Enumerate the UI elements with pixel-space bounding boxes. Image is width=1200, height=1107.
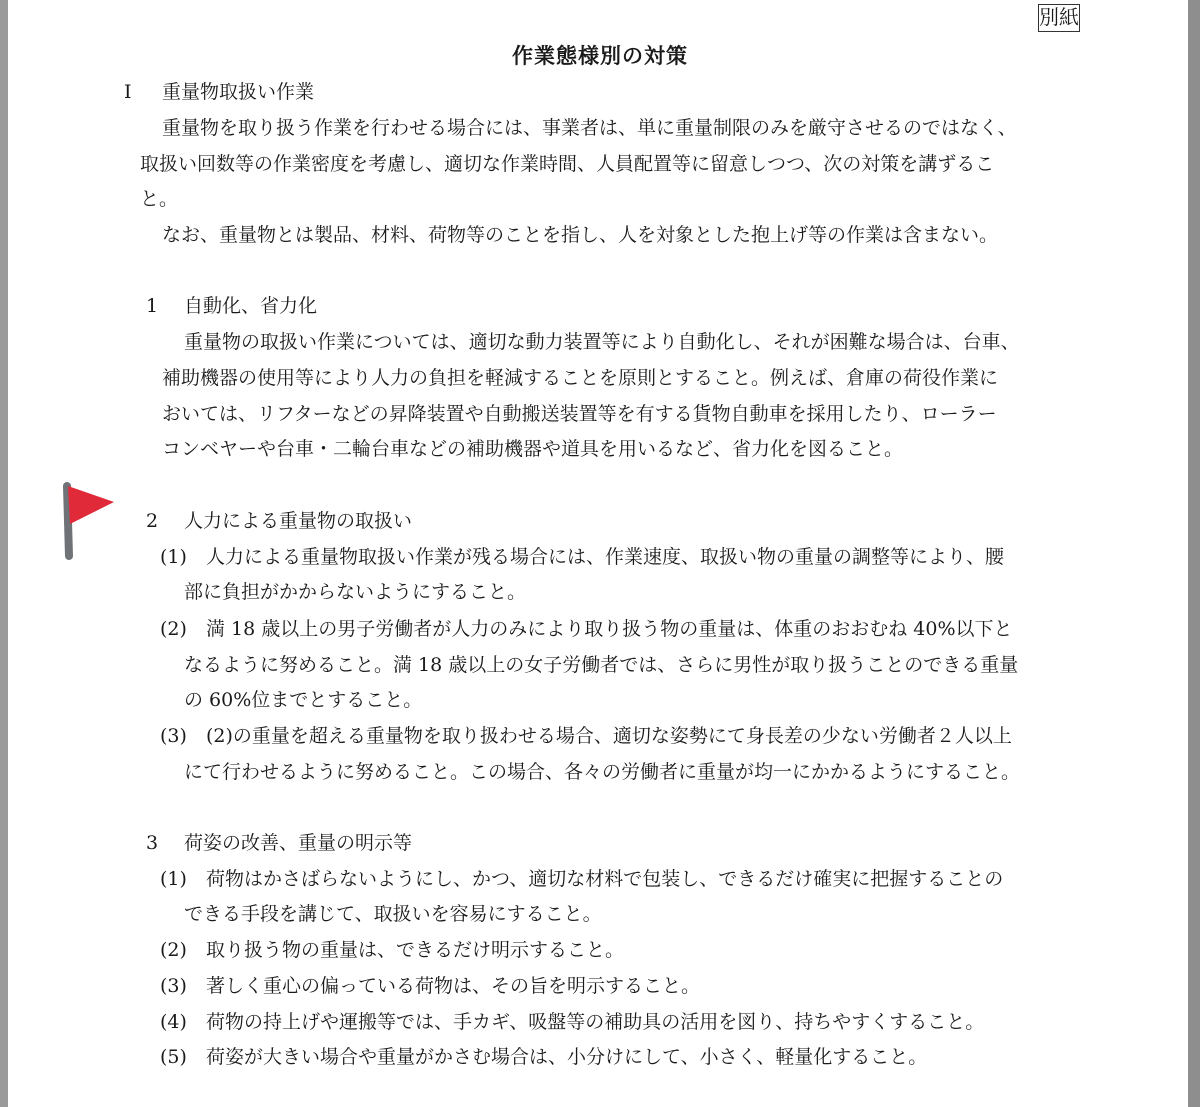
item-heading: 自動化、省力化: [184, 295, 318, 317]
subitem-line: (2)の重量を超える重量物を取り扱わせる場合、適切な姿勢にて身長差の少ない労働者２人以上: [206, 725, 1012, 747]
subitem-line: できる手段を講じて、取扱いを容易にすること。: [184, 903, 602, 925]
subitem-label: (1): [160, 868, 187, 890]
attachment-stamp: 別紙: [1038, 4, 1080, 32]
subitem-line: 取り扱う物の重量は、できるだけ明示すること。: [206, 939, 625, 961]
item-number: 3: [146, 832, 159, 854]
subitem-line: 満 18 歳以上の男子労働者が人力のみにより取り扱う物の重量は、体重のおおむね 40%以下と: [206, 618, 1013, 640]
paragraph-line: と。: [140, 188, 179, 210]
subitem-label: (2): [160, 939, 187, 961]
subitem-label: (2): [160, 618, 187, 640]
subitem-label: (5): [160, 1046, 187, 1068]
paragraph-line: 重量物を取り扱う作業を行わせる場合には、事業者は、単に重量制限のみを厳守させるのではなく、: [162, 117, 1017, 139]
subitem-label: (4): [160, 1011, 187, 1033]
item-number: 1: [146, 295, 159, 317]
paragraph-line: 重量物の取扱い作業については、適切な動力装置等により自動化し、それが困難な場合は、台車、: [184, 331, 1020, 353]
item-heading: 荷姿の改善、重量の明示等: [184, 832, 413, 854]
subitem-line: にて行わせるように努めること。この場合、各々の労働者に重量が均一にかかるようにすること。: [184, 761, 1021, 783]
paragraph-line: コンベヤーや台車・二輪台車などの補助機器や道具を用いるなど、省力化を図ること。: [162, 438, 904, 460]
item-number: 2: [146, 510, 159, 532]
paragraph-line: 取扱い回数等の作業密度を考慮し、適切な作業時間、人員配置等に留意しつつ、次の対策を講ずるこ: [140, 153, 995, 175]
subitem-label: (3): [160, 975, 187, 997]
subitem-line: なるように努めること。満 18 歳以上の女子労働者では、さらに男性が取り扱うことのできる重量: [184, 654, 1019, 676]
subitem-line: 著しく重心の偏っている荷物は、その旨を明示すること。: [206, 975, 701, 997]
subitem-line: 部に負担がかからないようにすること。: [184, 581, 527, 603]
subitem-line: 荷姿が大きい場合や重量がかさむ場合は、小分けにして、小さく、軽量化すること。: [206, 1046, 928, 1068]
page-title: 作業態様別の対策: [512, 44, 688, 68]
item-heading: 人力による重量物の取扱い: [184, 510, 413, 532]
page-edge: [1188, 0, 1200, 1107]
subitem-label: (3): [160, 725, 187, 747]
red-flag-icon: [58, 480, 122, 562]
section-number: I: [124, 81, 132, 103]
subitem-line: 荷物はかさばらないようにし、かつ、適切な材料で包装し、できるだけ確実に把握することの: [206, 868, 1004, 890]
section-heading: 重量物取扱い作業: [162, 81, 315, 103]
subitem-line: 人力による重量物取扱い作業が残る場合には、作業速度、取扱い物の重量の調整等により、腰: [206, 546, 1005, 568]
subitem-line: の 60%位までとすること。: [184, 689, 423, 711]
paragraph-line: 補助機器の使用等により人力の負担を軽減することを原則とすること。例えば、倉庫の荷役作業に: [162, 367, 999, 389]
subitem-label: (1): [160, 546, 187, 568]
subitem-line: 荷物の持上げや運搬等では、手カギ、吸盤等の補助具の活用を図り、持ちやすくすること。: [206, 1011, 985, 1033]
paragraph-line: なお、重量物とは製品、材料、荷物等のことを指し、人を対象とした抱上げ等の作業は含まない。: [162, 224, 999, 246]
paragraph-line: おいては、リフターなどの昇降装置や自動搬送装置等を有する貨物自動車を採用したり、ローラー: [162, 403, 997, 425]
